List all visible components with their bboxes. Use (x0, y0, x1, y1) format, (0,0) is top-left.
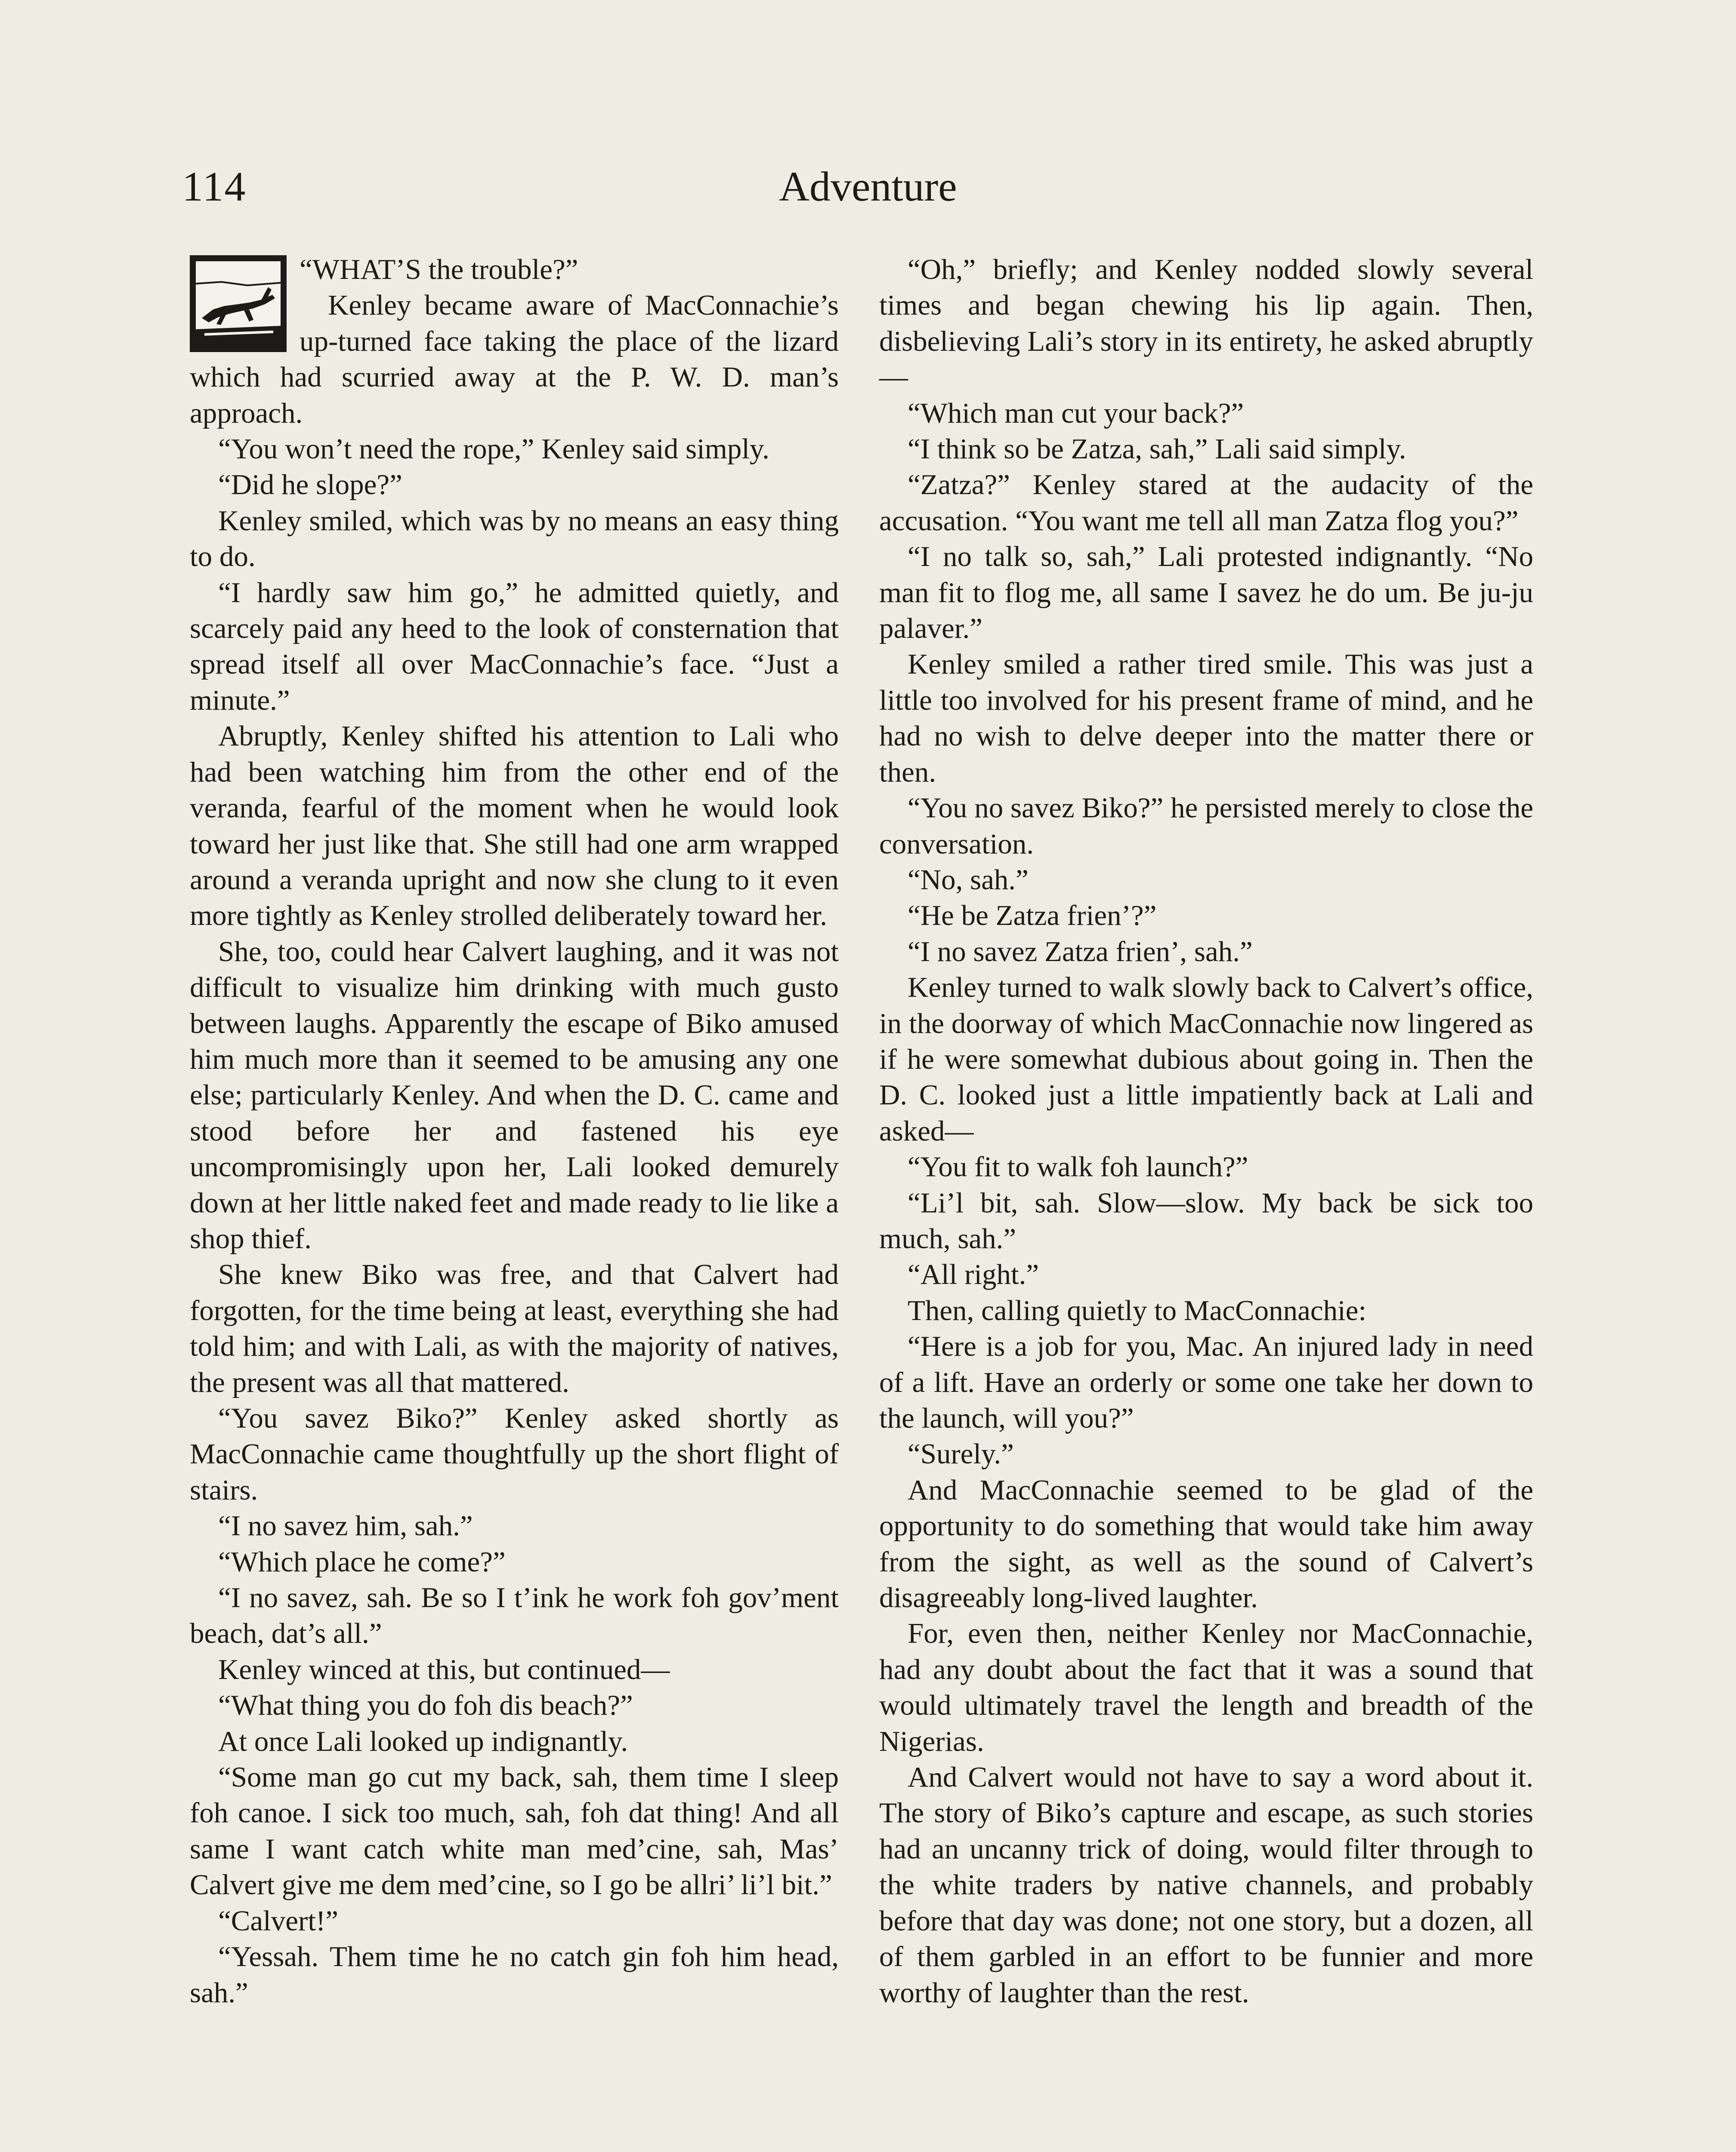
paragraph: “I think so be Zatza, sah,” Lali said simply. (908, 433, 1406, 465)
paragraph: “Surely.” (908, 1438, 1014, 1470)
paragraph: “You fit to walk foh launch?” (908, 1151, 1248, 1183)
paragraph: “Which man cut your back?” (908, 397, 1244, 429)
paragraph: “No, sah.” (908, 863, 1029, 896)
paragraph: “What thing you do foh dis beach?” (218, 1689, 633, 1722)
paragraph: “You won’t need the rope,” Kenley said simply. (218, 433, 769, 465)
paragraph: She, too, could hear Calvert laughing, and it was not difficult to visualize him drinking with much gusto between laughs. Apparently the escape of Biko amused him much more than it seemed to be amusing any one else; particularly Kenley. And when the D. C. came and stood before her and fastened his eye uncompromisingly upon her, Lali looked demurely down at her little naked feet and made ready to lie like a shop thief. (190, 935, 839, 1255)
lizard-drop-cap-icon (190, 255, 287, 352)
paragraph: “Here is a job for you, Mac. An injured lady in need of a lift. Have an orderly or some one take her down to the launch, will you?” (879, 1330, 1533, 1434)
paragraph: Abruptly, Kenley shifted his attention to Lali who had been watching him from the other end of the veranda, fearful of the moment when he would look toward her just like that. She still had one arm wrapped around a veranda upright and now she clung to it even more tightly as Kenley strolled deliberately toward her. (190, 720, 839, 932)
paragraph: “Oh,” briefly; and Kenley nodded slowly several times and began chewing his lip again. Then, disbelieving Lali’s story in its entirety, he asked abruptly— (879, 254, 1533, 393)
page-number: 114 (182, 164, 247, 210)
paragraph: “Li’l bit, sah. Slow—slow. My back be sick too much, sah.” (879, 1187, 1533, 1255)
paragraph: She knew Biko was free, and that Calvert had forgotten, for the time being at least, everything she had told him; and with Lali, as with the majority of natives, the present was all that mattered. (190, 1258, 839, 1398)
paragraph: “Yessah. Them time he no catch gin foh him head, sah.” (190, 1941, 839, 2009)
paragraph: “Calvert!” (218, 1905, 338, 1937)
paragraph: “I no savez, sah. Be so I t’ink he work foh gov’ment beach, dat’s all.” (190, 1582, 839, 1650)
paragraph: “Zatza?” Kenley stared at the audacity of the accusation. “You want me tell all man Zatza flog you?” (879, 469, 1533, 537)
paragraph: For, even then, neither Kenley nor MacConnachie, had any doubt about the fact that it was a sound that would ultimately travel the length and breadth of the Nigerias. (879, 1617, 1533, 1757)
paragraph: “All right.” (908, 1258, 1039, 1291)
right-column (879, 252, 1533, 2011)
paragraph: “Which place he come?” (218, 1546, 506, 1578)
paragraph: At once Lali looked up indignantly. (218, 1725, 628, 1757)
paragraph: Kenley smiled, which was by no means an easy thing to do. (190, 504, 839, 573)
paragraph: “He be Zatza frien’?” (908, 900, 1157, 932)
paragraph: And Calvert would not have to say a word about it. The story of Biko’s capture and escape, as such stories had an uncanny trick of doing, would filter through to the white traders by native channels, and probably before that day was done; not one story, but a dozen, all of them garbled in an effort to be funnier and more worthy of laughter than the rest. (879, 1761, 1533, 2009)
paragraph: “You savez Biko?” Kenley asked shortly as MacConnachie came thoughtfully up the short flight of stairs. (190, 1402, 839, 1506)
paragraph: Kenley smiled a rather tired smile. This was just a little too involved for his present frame of mind, and he had no wish to delve deeper into the matter there or then. (879, 648, 1533, 788)
paragraph: “I no savez Zatza frien’, sah.” (908, 935, 1253, 968)
paragraph: Kenley winced at this, but continued— (218, 1653, 670, 1685)
paragraph: “Some man go cut my back, sah, them time I sleep foh canoe. I sick too much, sah, foh dat thing! And all same I want catch white man med’cine, sah, Mas’ Calvert give me dem med’cine, so I go be allri’ li’l bit.” (190, 1761, 839, 1901)
paragraph: “You no savez Biko?” he persisted merely to close the conversation. (879, 792, 1533, 860)
paragraph: “WHAT’S the trouble?” (300, 254, 578, 285)
paragraph: Kenley turned to walk slowly back to Calvert’s office, in the doorway of which MacConnachie now lingered as if he were somewhat dubious about going in. Then the D. C. looked just a little impatiently back at Lali and asked— (879, 971, 1533, 1147)
lizard-drawing (196, 261, 281, 346)
paragraph: “Did he slope?” (218, 469, 402, 501)
paragraph: And MacConnachie seemed to be glad of the opportunity to do something that would take him away from the sight, as well as the sound of Calvert’s disagreeably long-lived laughter. (879, 1474, 1533, 1614)
paragraph: “I hardly saw him go,” he admitted quietly, and scarcely paid any heed to the look of consternation that spread itself all over MacConnachie’s face. “Just a minute.” (190, 576, 839, 716)
running-title: Adventure (779, 164, 957, 210)
paragraph: “I no savez him, sah.” (218, 1510, 473, 1542)
paragraph: Kenley became aware of MacConnachie’s up-turned face taking the place of the lizard which had scurried away at the P. W. D. man’s approach. (190, 289, 839, 429)
left-column (190, 252, 839, 2011)
paragraph: Then, calling quietly to MacConnachie: (908, 1294, 1367, 1326)
paragraph: “I no talk so, sah,” Lali protested indignantly. “No man fit to flog me, all same I savez he do um. Be ju-ju palaver.” (879, 541, 1533, 645)
